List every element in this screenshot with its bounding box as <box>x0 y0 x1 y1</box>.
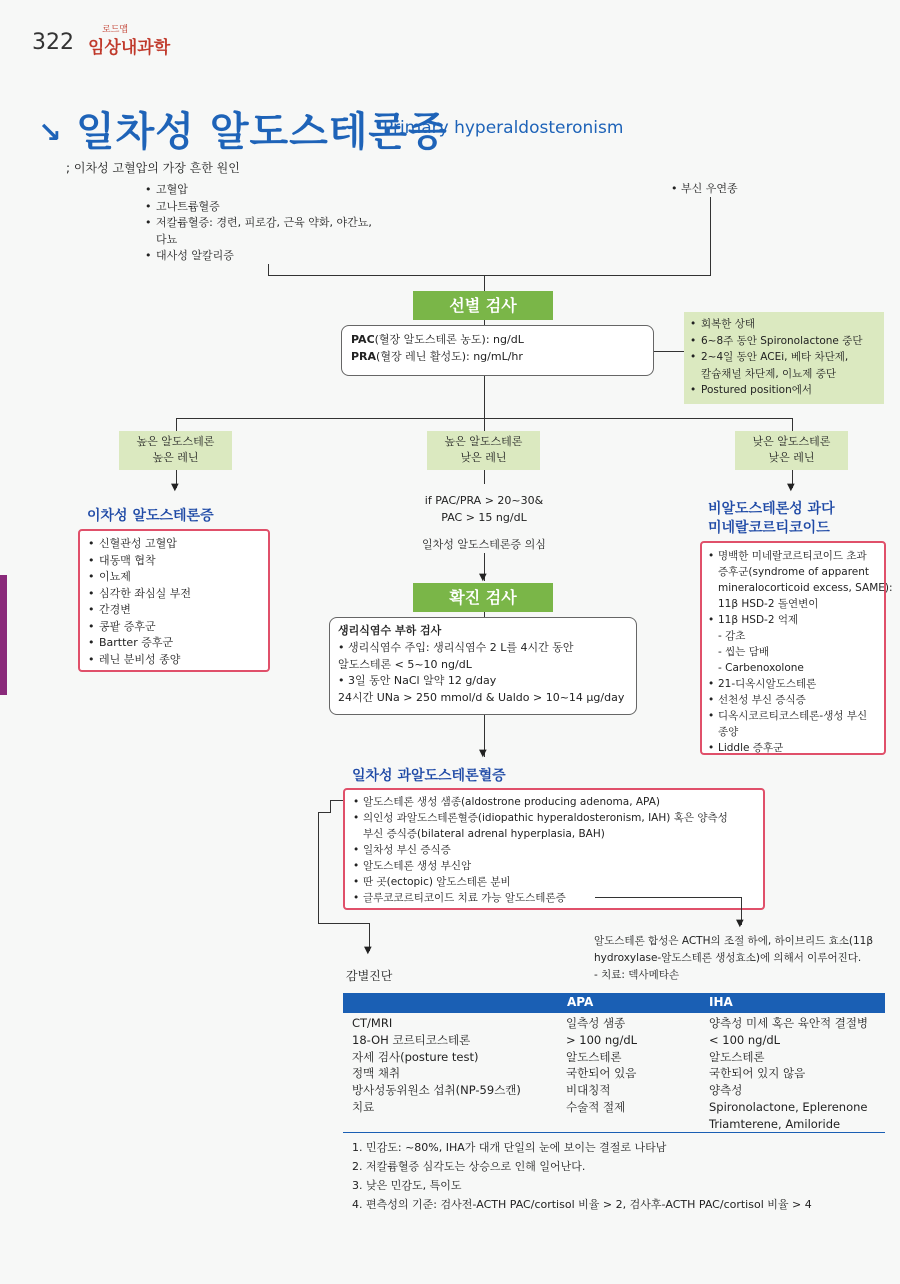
footnote: 1. 민감도: ~80%, IHA가 대개 단일의 눈에 보이는 결절로 나타남 <box>352 1141 667 1154</box>
list-item: - 씹는 담배 <box>718 646 770 658</box>
table-divider <box>343 1132 885 1133</box>
list-item: • 디옥시코르티코스테론-생성 부신 <box>708 710 868 722</box>
list-item: • 딴 곳(ectopic) 알도스테론 분비 <box>353 876 511 888</box>
table-cell: 자세 검사(posture test) <box>352 1049 479 1064</box>
table-cell: < 100 ng/dL <box>709 1032 781 1047</box>
page-title-english: Primary hyperaldosteronism <box>383 118 624 138</box>
branch-high-high: 높은 알도스테론 높은 레닌 <box>119 431 232 470</box>
list-item: • 알도스테론 생성 부신암 <box>353 860 472 872</box>
list-item: • 일차성 부신 증식증 <box>353 844 451 856</box>
branch-high-low: 높은 알도스테론 낮은 레닌 <box>427 431 540 470</box>
table-cell: CT/MRI <box>352 1016 393 1030</box>
branch-low-low: 낮은 알도스테론 낮은 레닌 <box>735 431 848 470</box>
gra-note: 알도스테론 합성은 ACTH의 조절 하에, 하이브리드 효소(11β hydroxylase-알도스테론 생성효소)에 의해서 이루어진다. - 치료: 덱사메타손 <box>594 935 874 981</box>
primary-title: 일차성 과알도스테론혈증 <box>352 768 506 784</box>
arrow-down-icon: ▼ <box>736 918 744 929</box>
list-item: 11β HSD-2 돌연변이 <box>718 598 819 610</box>
table-cell: 일측성 샘종 <box>566 1016 626 1030</box>
diff-apa-col <box>566 1015 637 1116</box>
list-item: - Carbenoxolone <box>718 662 804 674</box>
footnotes <box>352 1138 812 1214</box>
mineralocorticoid-box <box>700 541 893 755</box>
list-item: • 간경변 <box>88 602 260 619</box>
arrow-down-icon: ▼ <box>364 945 372 956</box>
list-item: • 의인성 과알도스테론혈증(idiopathic hyperaldosteronism, IAH) 혹은 양측성 <box>353 812 728 824</box>
footnote: 4. 편측성의 기준: 검사전-ACTH PAC/cortisol 비율 > 2, 검사후-ACTH PAC/cortisol 비율 > 4 <box>352 1198 812 1211</box>
list-item: • 명백한 미네랄코르티코이드 초과 <box>708 550 867 562</box>
list-item: 칼슘채널 차단제, 이뇨제 중단 <box>701 367 837 380</box>
table-cell: Spironolactone, Eplerenone <box>709 1099 868 1114</box>
arrow-down-icon: ▼ <box>171 482 179 493</box>
footnote: 3. 낮은 민감도, 특이도 <box>352 1179 462 1192</box>
list-item: • 심각한 좌심실 부전 <box>88 586 260 603</box>
screening-conditions <box>684 312 884 404</box>
screening-box: PAC(혈장 알도스테론 농도): ng/dL PRA(혈장 레닌 활성도): ng/mL/hr <box>341 325 654 376</box>
list-item: • 신혈관성 고혈압 <box>88 536 260 553</box>
list-item: • 이뇨제 <box>88 569 260 586</box>
table-cell: 알도스테론 <box>709 1049 765 1064</box>
list-item: • Liddle 증후군 <box>708 742 784 754</box>
title-arrow-icon: ↘ <box>38 116 62 149</box>
list-item: • Bartter 증후군 <box>88 635 260 652</box>
secondary-title: 이차성 알도스테론증 <box>87 508 214 524</box>
list-item: mineralocorticoid excess, SAME): <box>718 582 893 594</box>
table-cell: > 100 ng/dL <box>566 1032 638 1047</box>
list-item: • 글루코코르티코이드 치료 가능 알도스테론증 <box>353 892 566 904</box>
list-item: • 2~4일 동안 ACEi, 베타 차단제, <box>690 349 878 366</box>
table-cell: 수술적 절제 <box>566 1099 626 1114</box>
arrow-down-icon: ▼ <box>787 482 795 493</box>
table-cell: Triamterene, Amiloride <box>709 1116 841 1131</box>
screening-test-label: 선별 검사 <box>413 291 553 320</box>
arrow-down-icon: ▼ <box>479 748 487 759</box>
table-cell: 비대칭적 <box>566 1083 611 1098</box>
screening-criteria: if PAC/PRA > 20~30& PAC > 15 ng/dL <box>424 494 544 524</box>
list-item: • 고혈압 <box>145 182 395 199</box>
table-cell: 양측성 <box>709 1083 743 1098</box>
list-item: • 선천성 부신 증식증 <box>708 694 806 706</box>
confirm-box: 생리식염수 부하 검사 • 생리식염수 주입: 생리식염수 2 L를 4시간 동안 알도스테론 < 5~10 ng/dL • 3일 동안 NaCl 알약 12 g/day 24시간 UNa > 250 mmol/d & Ualdo > 10~14 μg/day <box>329 617 637 715</box>
list-item: • 11β HSD-2 억제 <box>708 614 799 626</box>
list-item: - 감초 <box>718 630 746 642</box>
diff-iha-col <box>709 1015 868 1133</box>
primary-causes-box <box>343 788 765 910</box>
intro-text: ; 이차성 고혈압의 가장 흔한 원인 <box>66 161 240 175</box>
list-item: • 알도스테론 생성 샘종(aldostrone producing adenoma, APA) <box>353 796 660 808</box>
col-iha-header: IHA <box>709 995 733 1009</box>
table-cell: 국한되어 있음 <box>566 1066 637 1081</box>
suspect-label: 일차성 알도스테론증 의심 <box>422 538 546 551</box>
confirm-test-label: 확진 검사 <box>413 583 553 612</box>
list-item: 종양 <box>718 726 739 738</box>
list-item: • 6~8주 동안 Spironolactone 중단 <box>690 333 878 350</box>
incidentaloma-label: • 부신 우연종 <box>671 182 738 195</box>
list-item: • 고나트륨혈증 <box>145 199 395 216</box>
list-item: 다뇨 <box>156 232 178 246</box>
table-cell: 국한되어 있지 않음 <box>709 1066 806 1081</box>
list-item: • 회복한 상태 <box>690 316 878 333</box>
list-item: • 저칼륨혈증: 경련, 피로감, 근육 약화, 야간뇨, <box>145 215 395 232</box>
table-cell: 알도스테론 <box>566 1049 622 1064</box>
secondary-causes-box <box>78 529 270 672</box>
page-number: 322 <box>32 30 74 55</box>
mineralocorticoid-title: 비알도스테론성 과다 미네랄코르티코이드 <box>708 501 835 536</box>
list-item: 부신 증식증(bilateral adrenal hyperplasia, BAH) <box>363 828 605 840</box>
diff-labels <box>352 1015 521 1116</box>
table-cell: 양측성 미세 혹은 육안적 결절병 <box>709 1016 869 1030</box>
book-subtitle: 로드맵 <box>102 25 129 35</box>
arrow-down-icon: ▼ <box>479 572 487 583</box>
col-apa-header: APA <box>567 995 594 1009</box>
list-item: • 콩팥 증후군 <box>88 619 260 636</box>
diff-table-header <box>343 993 885 1013</box>
book-title: 임상내과학 <box>88 38 171 58</box>
chapter-tab <box>0 575 7 695</box>
list-item: • 대동맥 협착 <box>88 553 260 570</box>
table-cell: 치료 <box>352 1099 375 1114</box>
table-cell: 방사성동위원소 섭취(NP-59스캔) <box>352 1083 521 1098</box>
diff-title: 감별진단 <box>346 969 393 983</box>
table-cell: 정맥 채취 <box>352 1066 401 1081</box>
footnote: 2. 저칼륨혈증 심각도는 상승으로 인해 일어난다. <box>352 1160 586 1173</box>
page-title: 일차성 알도스테론증 <box>76 109 448 155</box>
table-cell: 18-OH 코르티코스테론 <box>352 1032 471 1047</box>
list-item: 증후군(syndrome of apparent <box>718 566 870 578</box>
list-item: • Postured position에서 <box>690 382 878 399</box>
symptom-list <box>145 182 395 265</box>
list-item: • 레닌 분비성 종양 <box>88 652 260 669</box>
list-item: • 대사성 알칼리증 <box>145 248 395 265</box>
list-item: • 21-디옥시알도스테론 <box>708 678 817 690</box>
